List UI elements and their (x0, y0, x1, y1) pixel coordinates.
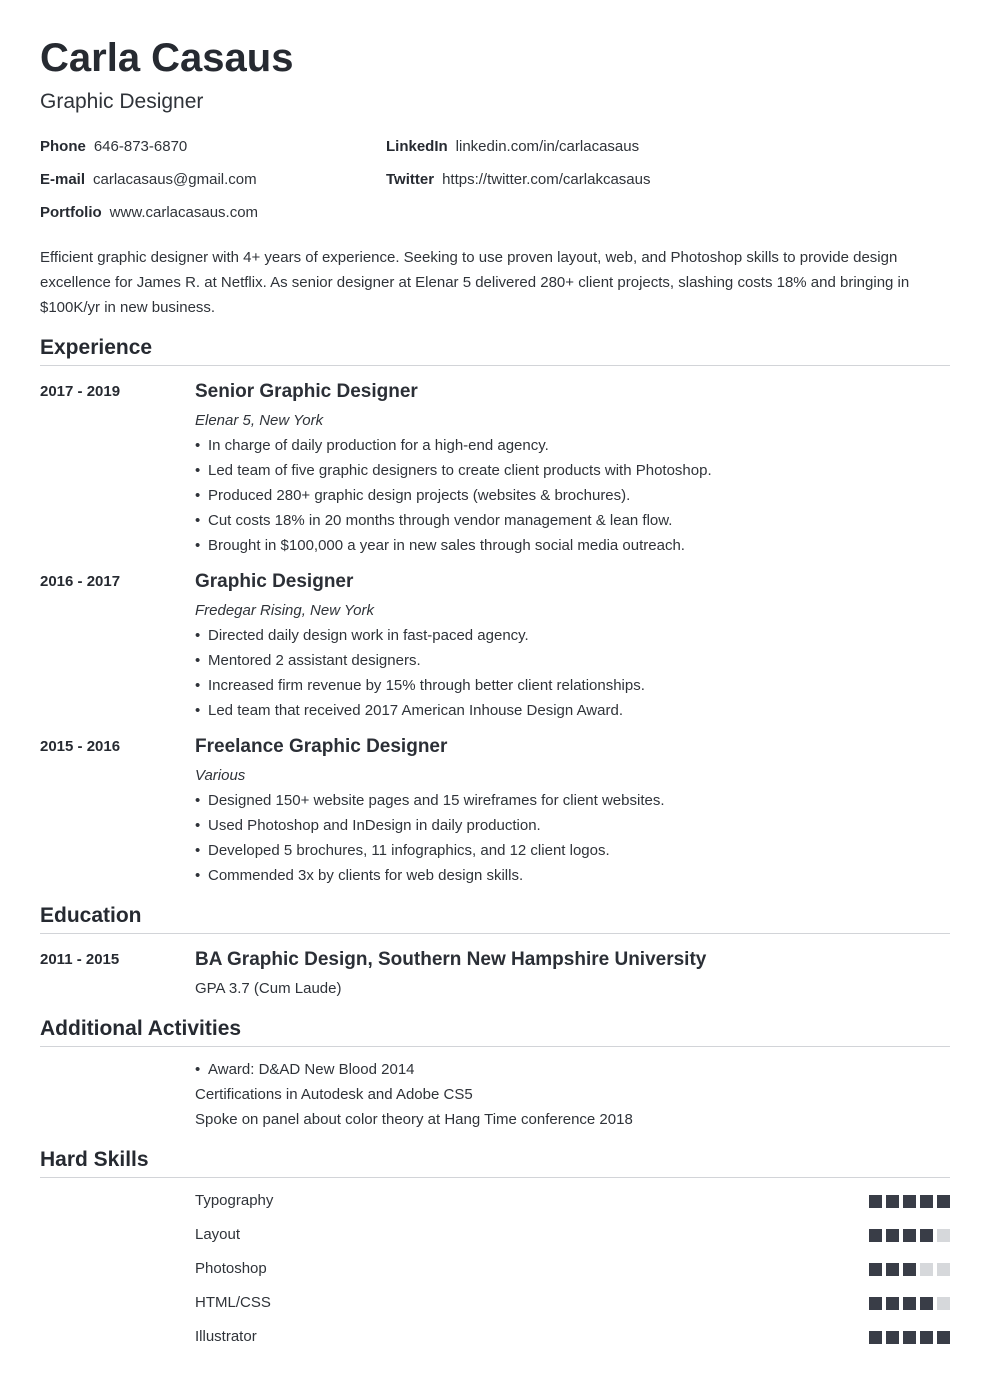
skill-level-filled (886, 1263, 899, 1276)
skill-level-filled (869, 1263, 882, 1276)
experience-divider (40, 365, 950, 366)
job-title-heading: Graphic Designer (40, 90, 204, 113)
skill-row (195, 1328, 950, 1348)
skill-level-filled (937, 1195, 950, 1208)
contact-email (40, 171, 257, 188)
skill-level-filled (869, 1229, 882, 1242)
education-divider (40, 933, 950, 934)
skill-name: Typography (195, 1192, 274, 1209)
job-bullets (195, 623, 645, 723)
contact-phone-label: Phone (40, 138, 86, 155)
skill-level-empty (920, 1263, 933, 1276)
skill-level-filled (920, 1331, 933, 1344)
skill-level-meter (869, 1263, 950, 1276)
skill-level-filled (903, 1195, 916, 1208)
skill-level-meter (869, 1297, 950, 1310)
list-item: • Increased firm revenue by 15% through better client relationships. (195, 677, 645, 694)
contact-email-value: carlacasaus@gmail.com (93, 171, 257, 188)
skill-level-filled (903, 1229, 916, 1242)
skill-level-filled (937, 1331, 950, 1344)
contact-linkedin (386, 138, 639, 155)
job-title: Freelance Graphic Designer (195, 736, 448, 757)
skill-row (195, 1294, 950, 1314)
list-item: • Mentored 2 assistant designers. (195, 652, 421, 669)
skill-level-empty (937, 1297, 950, 1310)
job-company: Elenar 5, New York (195, 412, 324, 429)
list-item: Spoke on panel about color theory at Hang Time conference 2018 (195, 1111, 633, 1128)
contact-linkedin-label: LinkedIn (386, 138, 448, 155)
skill-row (195, 1260, 950, 1280)
contact-twitter-label: Twitter (386, 171, 435, 188)
skill-level-filled (886, 1229, 899, 1242)
list-item: • Designed 150+ website pages and 15 wireframes for client websites. (195, 792, 665, 809)
contact-twitter (386, 171, 650, 188)
list-item: • Led team that received 2017 American Inhouse Design Award. (195, 702, 623, 719)
skill-level-filled (920, 1195, 933, 1208)
skill-level-filled (903, 1263, 916, 1276)
contact-email-label: E-mail (40, 171, 86, 188)
job-dates: 2017 - 2019 (40, 383, 121, 400)
skills-divider (40, 1177, 950, 1178)
skill-name: HTML/CSS (195, 1294, 271, 1311)
skill-level-filled (869, 1297, 882, 1310)
job-dates: 2015 - 2016 (40, 738, 121, 755)
list-item: • Cut costs 18% in 20 months through vendor management & lean flow. (195, 512, 673, 529)
list-item: Certifications in Autodesk and Adobe CS5 (195, 1086, 473, 1103)
skill-level-filled (886, 1195, 899, 1208)
skill-level-meter (869, 1331, 950, 1344)
job-title: Graphic Designer (195, 571, 354, 592)
skill-name: Photoshop (195, 1260, 267, 1277)
skills-heading: Hard Skills (40, 1148, 149, 1171)
list-item: • Award: D&AD New Blood 2014 (195, 1061, 415, 1078)
contact-phone-value: 646-873-6870 (93, 138, 188, 155)
job-company: Fredegar Rising, New York (195, 602, 374, 619)
experience-heading: Experience (40, 336, 153, 359)
job-company: Various (195, 767, 246, 784)
activities-heading: Additional Activities (40, 1017, 242, 1040)
contact-portfolio (40, 204, 258, 221)
skill-level-meter (869, 1195, 950, 1208)
skill-level-meter (869, 1229, 950, 1242)
skill-name: Layout (195, 1226, 241, 1243)
job-bullets (195, 433, 712, 558)
skill-level-filled (903, 1331, 916, 1344)
job-bullets (195, 788, 665, 888)
skill-level-filled (869, 1331, 882, 1344)
skill-level-filled (869, 1195, 882, 1208)
skill-level-filled (886, 1297, 899, 1310)
list-item: • Directed daily design work in fast-paced agency. (195, 627, 529, 644)
skill-row (195, 1226, 950, 1246)
summary-paragraph: Efficient graphic designer with 4+ years of experience. Seeking to use proven layout, web, and Photoshop skills to provide design excellence for James R. at Netflix. As senior designer at Elenar 5 delivered 280+ client projects, slashing costs 18% and bringing in $100K/yr in new business. (40, 249, 910, 316)
education-dates: 2011 - 2015 (40, 951, 120, 968)
contact-linkedin-value: linkedin.com/in/carlacasaus (455, 138, 640, 155)
list-item: • Brought in $100,000 a year in new sales through social media outreach. (195, 537, 685, 554)
education-degree: BA Graphic Design, Southern New Hampshire University (195, 949, 707, 970)
skill-row (195, 1192, 950, 1212)
activities-list (195, 1057, 633, 1132)
education-gpa: GPA 3.7 (Cum Laude) (195, 980, 342, 997)
list-item: • Led team of five graphic designers to create client products with Photoshop. (195, 462, 712, 479)
contact-portfolio-value: www.carlacasaus.com (109, 204, 259, 221)
contact-twitter-value: https://twitter.com/carlakcasaus (442, 171, 651, 188)
list-item: • Developed 5 brochures, 11 infographics, and 12 client logos. (195, 842, 610, 859)
list-item: • Produced 280+ graphic design projects (websites & brochures). (195, 487, 631, 504)
skill-level-filled (920, 1297, 933, 1310)
skill-level-empty (937, 1229, 950, 1242)
job-dates: 2016 - 2017 (40, 573, 121, 590)
activities-divider (40, 1046, 950, 1047)
skill-level-empty (937, 1263, 950, 1276)
contact-phone (40, 138, 187, 155)
contact-portfolio-label: Portfolio (40, 204, 102, 221)
list-item: • Commended 3x by clients for web design skills. (195, 867, 524, 884)
skill-level-filled (903, 1297, 916, 1310)
job-title: Senior Graphic Designer (195, 381, 418, 402)
list-item: • Used Photoshop and InDesign in daily production. (195, 817, 541, 834)
skill-level-filled (920, 1229, 933, 1242)
education-heading: Education (40, 904, 142, 927)
candidate-name: Carla Casaus (40, 36, 294, 80)
list-item: • In charge of daily production for a high-end agency. (195, 437, 549, 454)
skill-level-filled (886, 1331, 899, 1344)
skill-name: Illustrator (195, 1328, 257, 1345)
